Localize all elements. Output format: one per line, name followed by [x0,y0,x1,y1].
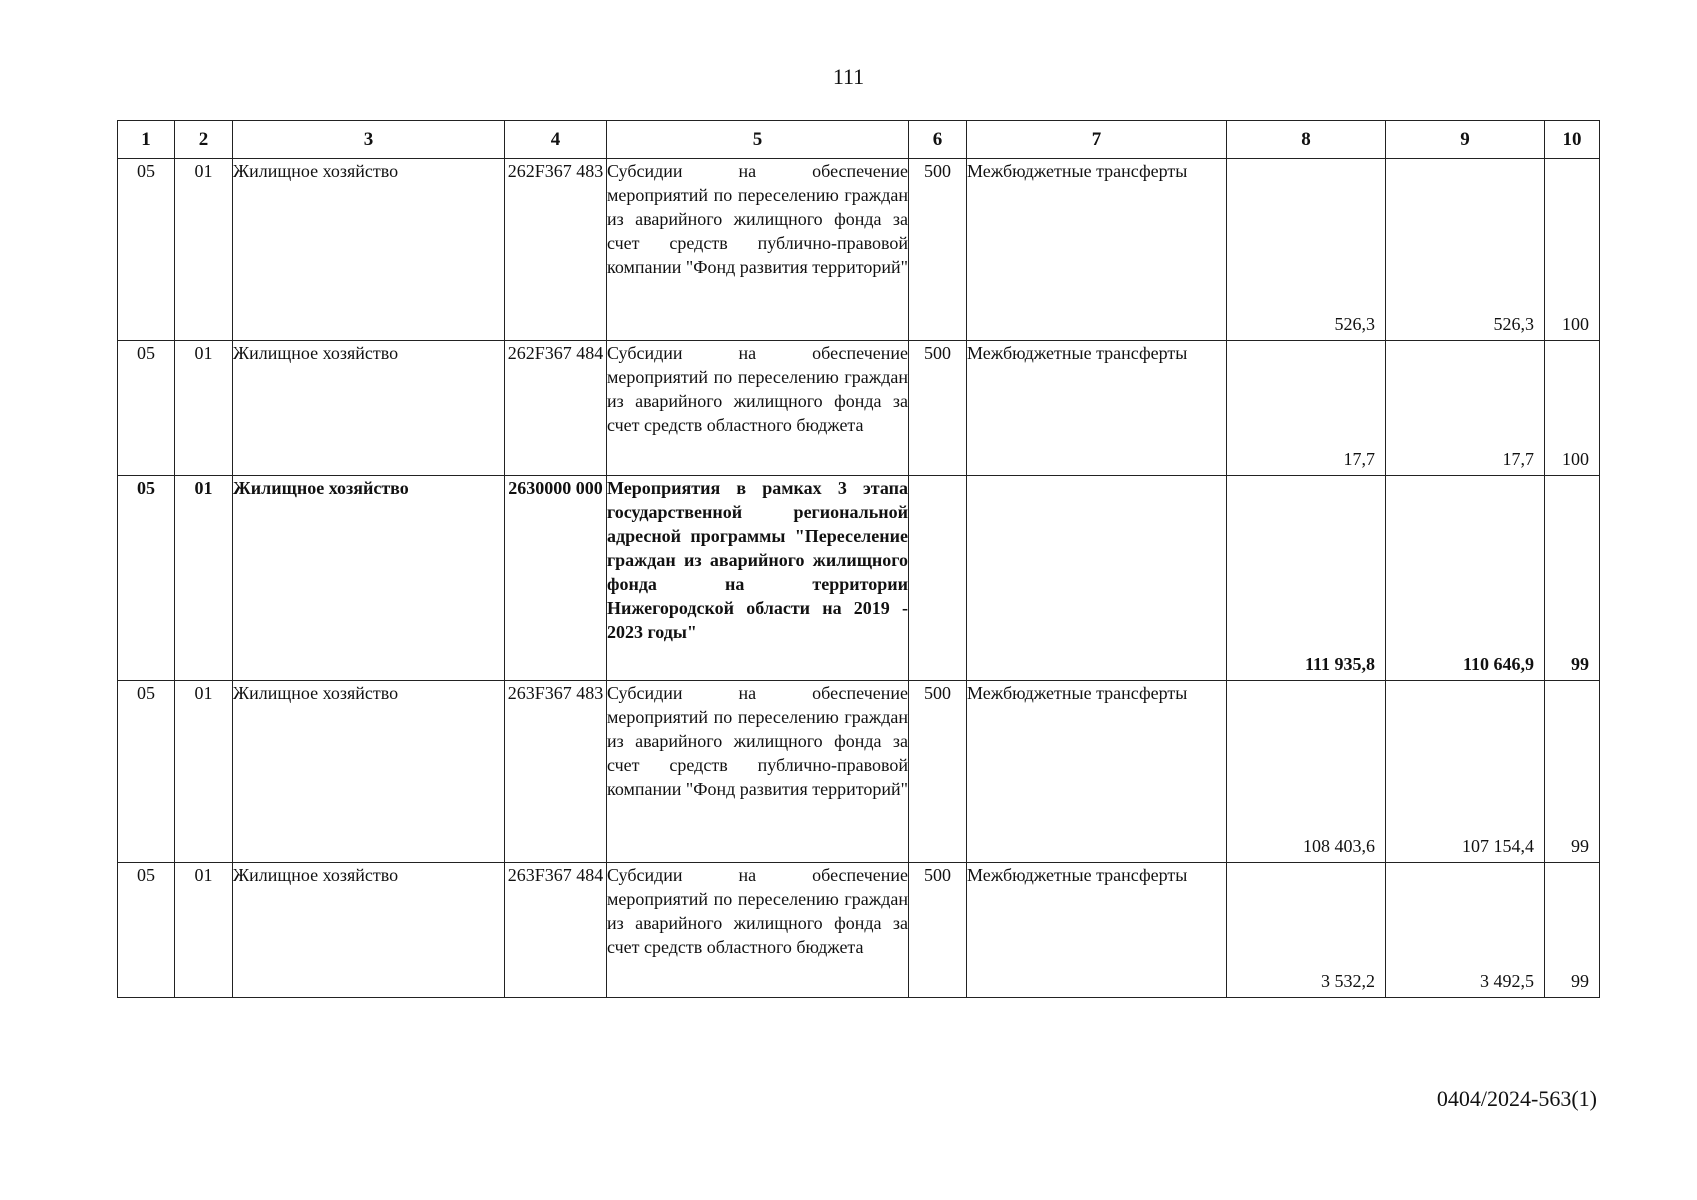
col-header-10: 10 [1545,121,1600,159]
col-header-1: 1 [118,121,175,159]
table-row [118,159,1600,341]
section-name: Жилищное хозяйство [233,863,505,998]
section-code: 05 [118,681,175,863]
table-row [118,341,1600,476]
execution-percent: 100 [1545,341,1600,476]
expense-type-name: Межбюджетные трансферты [967,341,1227,476]
header-row [118,121,1600,159]
expense-type: 500 [909,681,967,863]
section-name: Жилищное хозяйство [233,681,505,863]
target-article: 262F367 483 [505,159,607,341]
table-row [118,476,1600,681]
planned-amount: 111 935,8 [1227,476,1386,681]
description: Субсидии на обеспечение мероприятий по переселению граждан из аварийного жилищного фонда за счет средств публично-правовой компании "Фонд развития территорий" [607,681,909,863]
actual-amount: 17,7 [1386,341,1545,476]
description: Мероприятия в рамках 3 этапа государственной региональной адресной программы "Переселение граждан из аварийного жилищного фонда на территории Нижегородской области на 2019 - 2023 годы" [607,476,909,681]
col-header-8: 8 [1227,121,1386,159]
col-header-7: 7 [967,121,1227,159]
section-code: 05 [118,863,175,998]
expense-type-name: Межбюджетные трансферты [967,681,1227,863]
col-header-6: 6 [909,121,967,159]
expense-type: 500 [909,159,967,341]
target-article: 2630000 000 [505,476,607,681]
col-header-9: 9 [1386,121,1545,159]
expense-type: 500 [909,341,967,476]
target-article: 263F367 483 [505,681,607,863]
expense-type-name [967,476,1227,681]
section-code: 05 [118,341,175,476]
col-header-2: 2 [175,121,233,159]
section-name: Жилищное хозяйство [233,476,505,681]
planned-amount: 3 532,2 [1227,863,1386,998]
document-id: 0404/2024-563(1) [1436,1086,1597,1111]
actual-amount: 110 646,9 [1386,476,1545,681]
table-row [118,681,1600,863]
subsection-code: 01 [175,159,233,341]
target-article: 262F367 484 [505,341,607,476]
subsection-code: 01 [175,681,233,863]
planned-amount: 108 403,6 [1227,681,1386,863]
subsection-code: 01 [175,476,233,681]
section-code: 05 [118,476,175,681]
section-name: Жилищное хозяйство [233,341,505,476]
table-row [118,863,1600,998]
planned-amount: 526,3 [1227,159,1386,341]
expense-type: 500 [909,863,967,998]
expense-type [909,476,967,681]
execution-percent: 99 [1545,681,1600,863]
expense-type-name: Межбюджетные трансферты [967,159,1227,341]
actual-amount: 107 154,4 [1386,681,1545,863]
actual-amount: 3 492,5 [1386,863,1545,998]
col-header-3: 3 [233,121,505,159]
page-number: 111 [832,64,865,89]
description: Субсидии на обеспечение мероприятий по переселению граждан из аварийного жилищного фонда за счет средств областного бюджета [607,863,909,998]
subsection-code: 01 [175,341,233,476]
budget-table [117,120,1600,998]
col-header-4: 4 [505,121,607,159]
subsection-code: 01 [175,863,233,998]
actual-amount: 526,3 [1386,159,1545,341]
execution-percent: 99 [1545,863,1600,998]
description: Субсидии на обеспечение мероприятий по переселению граждан из аварийного жилищного фонда за счет средств областного бюджета [607,341,909,476]
section-name: Жилищное хозяйство [233,159,505,341]
expense-type-name: Межбюджетные трансферты [967,863,1227,998]
description: Субсидии на обеспечение мероприятий по переселению граждан из аварийного жилищного фонда за счет средств публично-правовой компании "Фонд развития территорий" [607,159,909,341]
target-article: 263F367 484 [505,863,607,998]
execution-percent: 100 [1545,159,1600,341]
section-code: 05 [118,159,175,341]
col-header-5: 5 [607,121,909,159]
execution-percent: 99 [1545,476,1600,681]
planned-amount: 17,7 [1227,341,1386,476]
